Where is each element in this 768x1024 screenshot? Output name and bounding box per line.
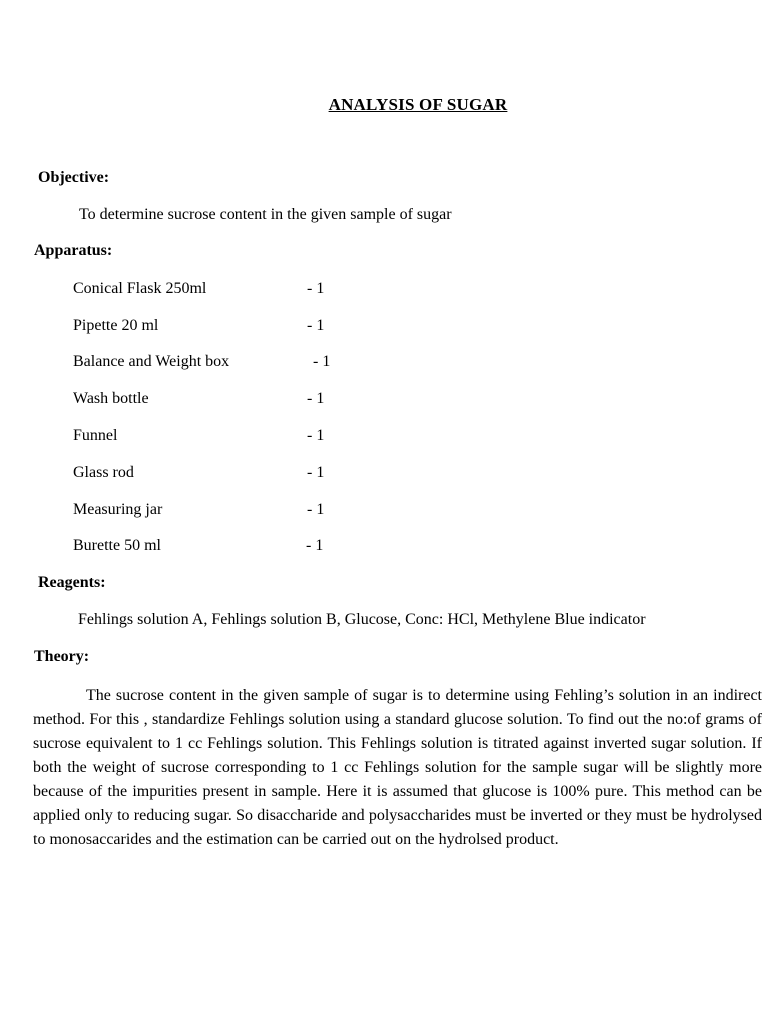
apparatus-item-qty: - 1: [306, 537, 324, 554]
theory-heading: Theory:: [34, 648, 90, 665]
apparatus-item-qty: - 1: [307, 317, 325, 334]
apparatus-item-qty: - 1: [307, 501, 325, 518]
apparatus-item-qty: - 1: [307, 427, 325, 444]
apparatus-item-qty: - 1: [313, 353, 331, 370]
objective-text: To determine sucrose content in the given sample of sugar: [79, 206, 452, 223]
theory-text: The sucrose content in the given sample of sugar is to determine using Fehling’s solution in an indirect method. For this , standardize Fehlings solution using a standard glucose solution. To find out the no:of grams of sucrose equivalent to 1 cc Fehlings solution. This Fehlings solution is titrated against inverted sugar solution. If both the weight of sucrose corresponding to 1 cc Fehlings solution for the sample sugar will be slightly more because of the impurities present in sample. Here it is assumed that glucose is 100% pure. This method can be applied only to reducing sugar. So disaccharide and polysaccharides must be inverted or they must be hydrolysed to monosaccarides and the estimation can be carried out on the hydrolsed product.: [33, 687, 762, 848]
apparatus-item-name: Pipette 20 ml: [73, 317, 159, 334]
apparatus-item-qty: - 1: [307, 390, 325, 407]
reagents-heading: Reagents:: [38, 574, 106, 591]
apparatus-item-name: Wash bottle: [73, 390, 149, 407]
apparatus-item-name: Glass rod: [73, 464, 134, 481]
page-title: ANALYSIS OF SUGAR: [328, 95, 508, 114]
apparatus-item-name: Balance and Weight box: [73, 353, 230, 370]
apparatus-item-name: Conical Flask 250ml: [73, 280, 207, 297]
apparatus-item-name: Burette 50 ml: [73, 537, 161, 554]
apparatus-item-name: Funnel: [73, 427, 118, 444]
apparatus-item-name: Measuring jar: [73, 501, 163, 518]
objective-heading: Objective:: [38, 169, 110, 186]
apparatus-heading: Apparatus:: [34, 242, 113, 259]
apparatus-item-qty: - 1: [307, 280, 325, 297]
apparatus-item-qty: - 1: [307, 464, 325, 481]
reagents-text: Fehlings solution A, Fehlings solution B, Glucose, Conc: HCl, Methylene Blue indicator: [78, 611, 646, 628]
